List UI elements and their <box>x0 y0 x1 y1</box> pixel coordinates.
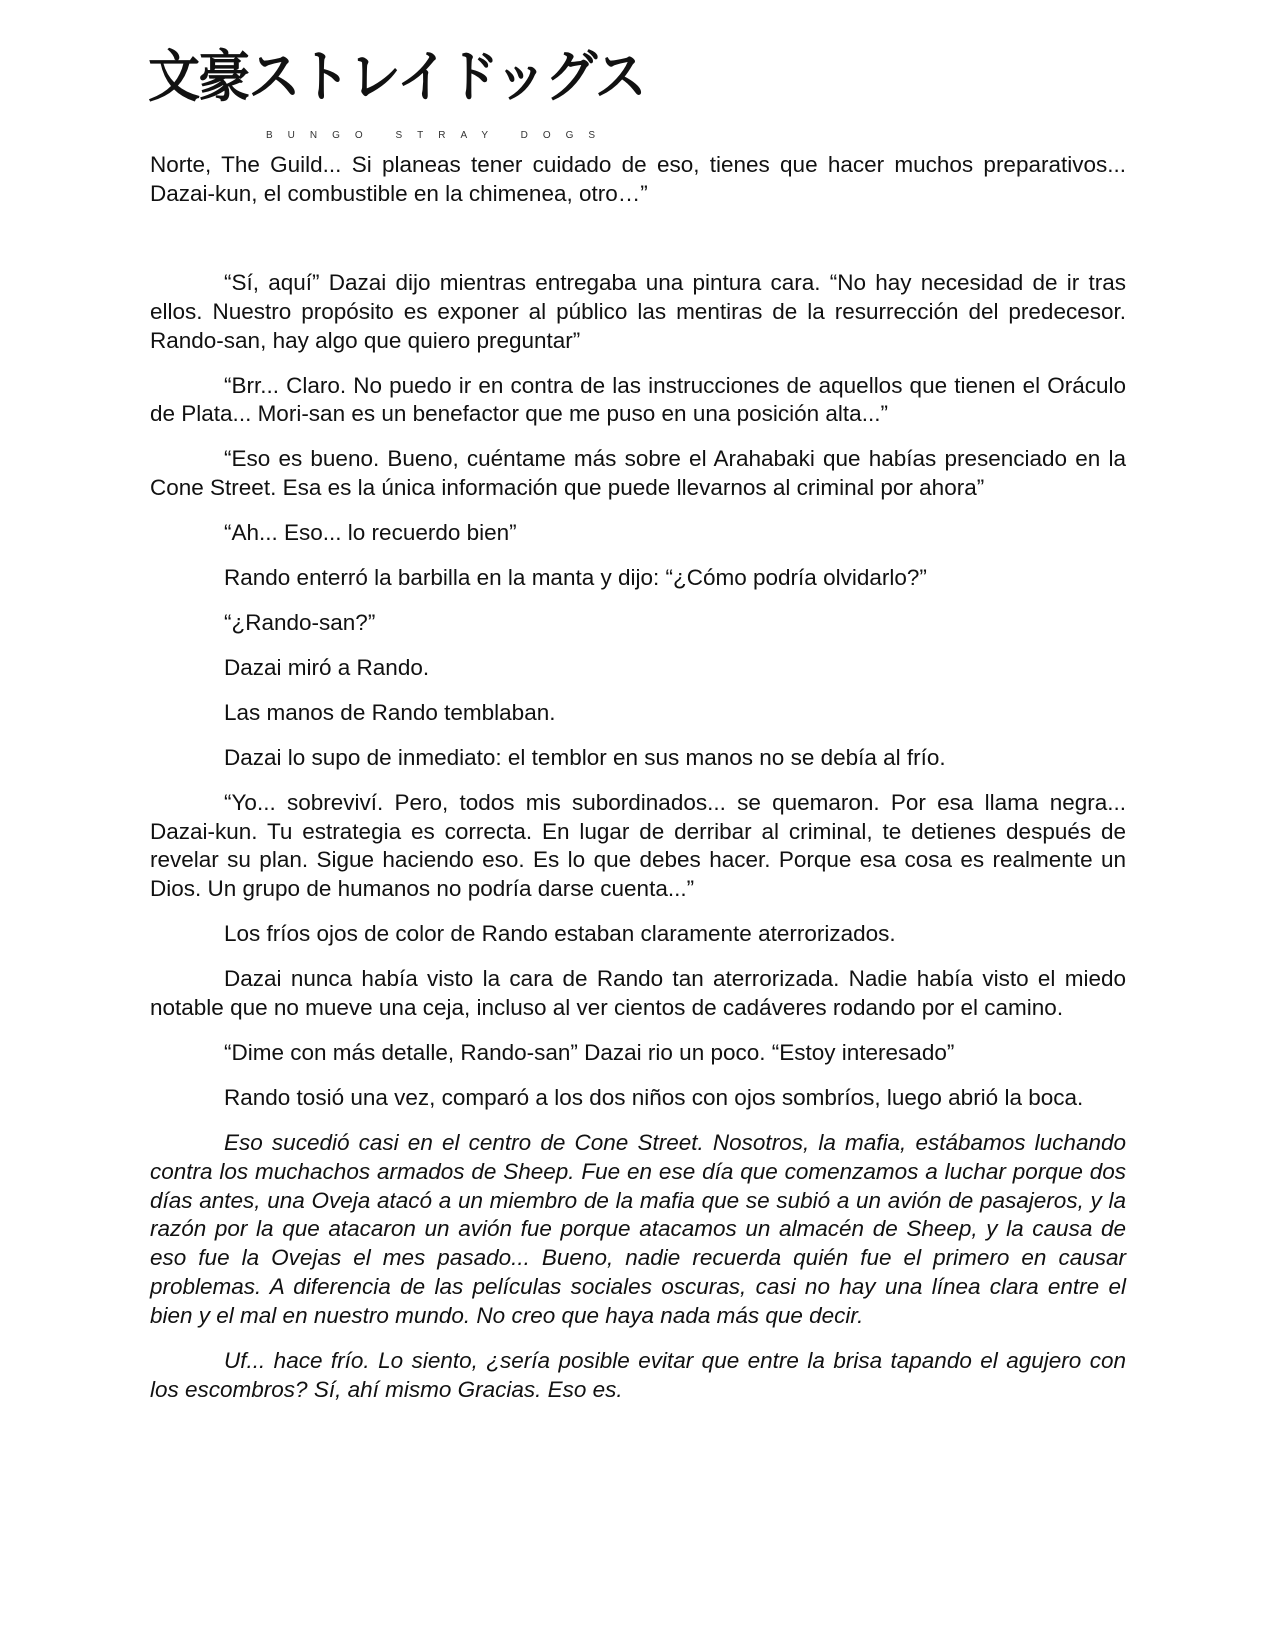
paragraph: “¿Rando-san?” <box>224 609 376 635</box>
paragraph: Los fríos ojos de color de Rando estaban claramente aterrorizados. <box>224 921 896 947</box>
paragraph: Rando enterró la barbilla en la manta y dijo: “¿Cómo podría olvidarlo?” <box>224 565 927 591</box>
paragraph: “Sí, aquí” Dazai dijo mientras entregaba una pintura cara. “No hay necesidad de ir tras ellos. Nuestro propósito es exponer al público las mentiras de la resurrección del predecesor. Rando-san, hay algo que quiero preguntar” <box>150 269 1126 353</box>
paragraph: Las manos de Rando temblaban. <box>224 699 556 725</box>
paragraph: “Brr... Claro. No puedo ir en contra de las instrucciones de aquellos que tienen el Oráculo de Plata... Mori-san es un benefactor que me puso en una posición alta...” <box>150 372 1126 427</box>
paragraph-italic: Eso sucedió casi en el centro de Cone Street. Nosotros, la mafia, estábamos luchando contra los muchachos armados de Sheep. Fue en ese día que comenzamos a luchar porque dos días antes, una Oveja atacó a un miembro de la mafia que se subió a un avión de pasajeros, y la razón por la que atacaron un avión fue porque atacamos un almacén de Sheep, y la causa de eso fue la Ovejas el mes pasado... Bueno, nadie recuerda quién fue el primero en causar problemas. A diferencia de las películas sociales oscuras, casi no hay una línea clara entre el bien y el mal en nuestro mundo. No creo que haya nada más que decir. <box>150 1129 1126 1329</box>
paragraph: Dazai lo supo de inmediato: el temblor en sus manos no se debía al frío. <box>224 744 946 770</box>
paragraph: Rando tosió una vez, comparó a los dos niños con ojos sombríos, luego abrió la boca. <box>224 1084 1084 1110</box>
paragraph: “Ah... Eso... lo recuerdo bien” <box>224 520 517 546</box>
logo-subtitle: BUNGO STRAY DOGS <box>266 130 611 141</box>
paragraph: “Eso es bueno. Bueno, cuéntame más sobre el Arahabaki que habías presenciado en la Cone Street. Esa es la única información que puede llevarnos al criminal por ahora” <box>150 446 1126 501</box>
paragraph: Dazai nunca había visto la cara de Rando tan aterrorizada. Nadie había visto el miedo notable que no mueve una ceja, incluso al ver cientos de cadáveres rodando por el camino. <box>150 966 1126 1021</box>
logo-title: 文豪ストレイドッグス <box>148 44 645 110</box>
bungo-stray-dogs-logo <box>148 44 668 141</box>
paragraph: “Yo... sobreviví. Pero, todos mis subordinados... se quemaron. Por esa llama negra... Dazai-kun. Tu estrategia es correcta. En lugar de derribar al criminal, te detienes después de revelar su plan. Sigue haciendo eso. Es lo que debes hacer. Porque esa cosa es realmente un Dios. Un grupo de humanos no podría darse cuenta...” <box>150 789 1126 902</box>
document-body <box>150 151 1126 1421</box>
paragraph: Norte, The Guild... Si planeas tener cuidado de eso, tienes que hacer muchos preparativos... Dazai-kun, el combustible en la chimenea, otro…” <box>150 152 1126 206</box>
paragraph: “Dime con más detalle, Rando-san” Dazai rio un poco. “Estoy interesado” <box>224 1039 955 1065</box>
paragraph-italic: Uf... hace frío. Lo siento, ¿sería posible evitar que entre la brisa tapando el agujero con los escombros? Sí, ahí mismo Gracias. Eso es. <box>150 1348 1126 1402</box>
paragraph: Dazai miró a Rando. <box>224 654 430 680</box>
